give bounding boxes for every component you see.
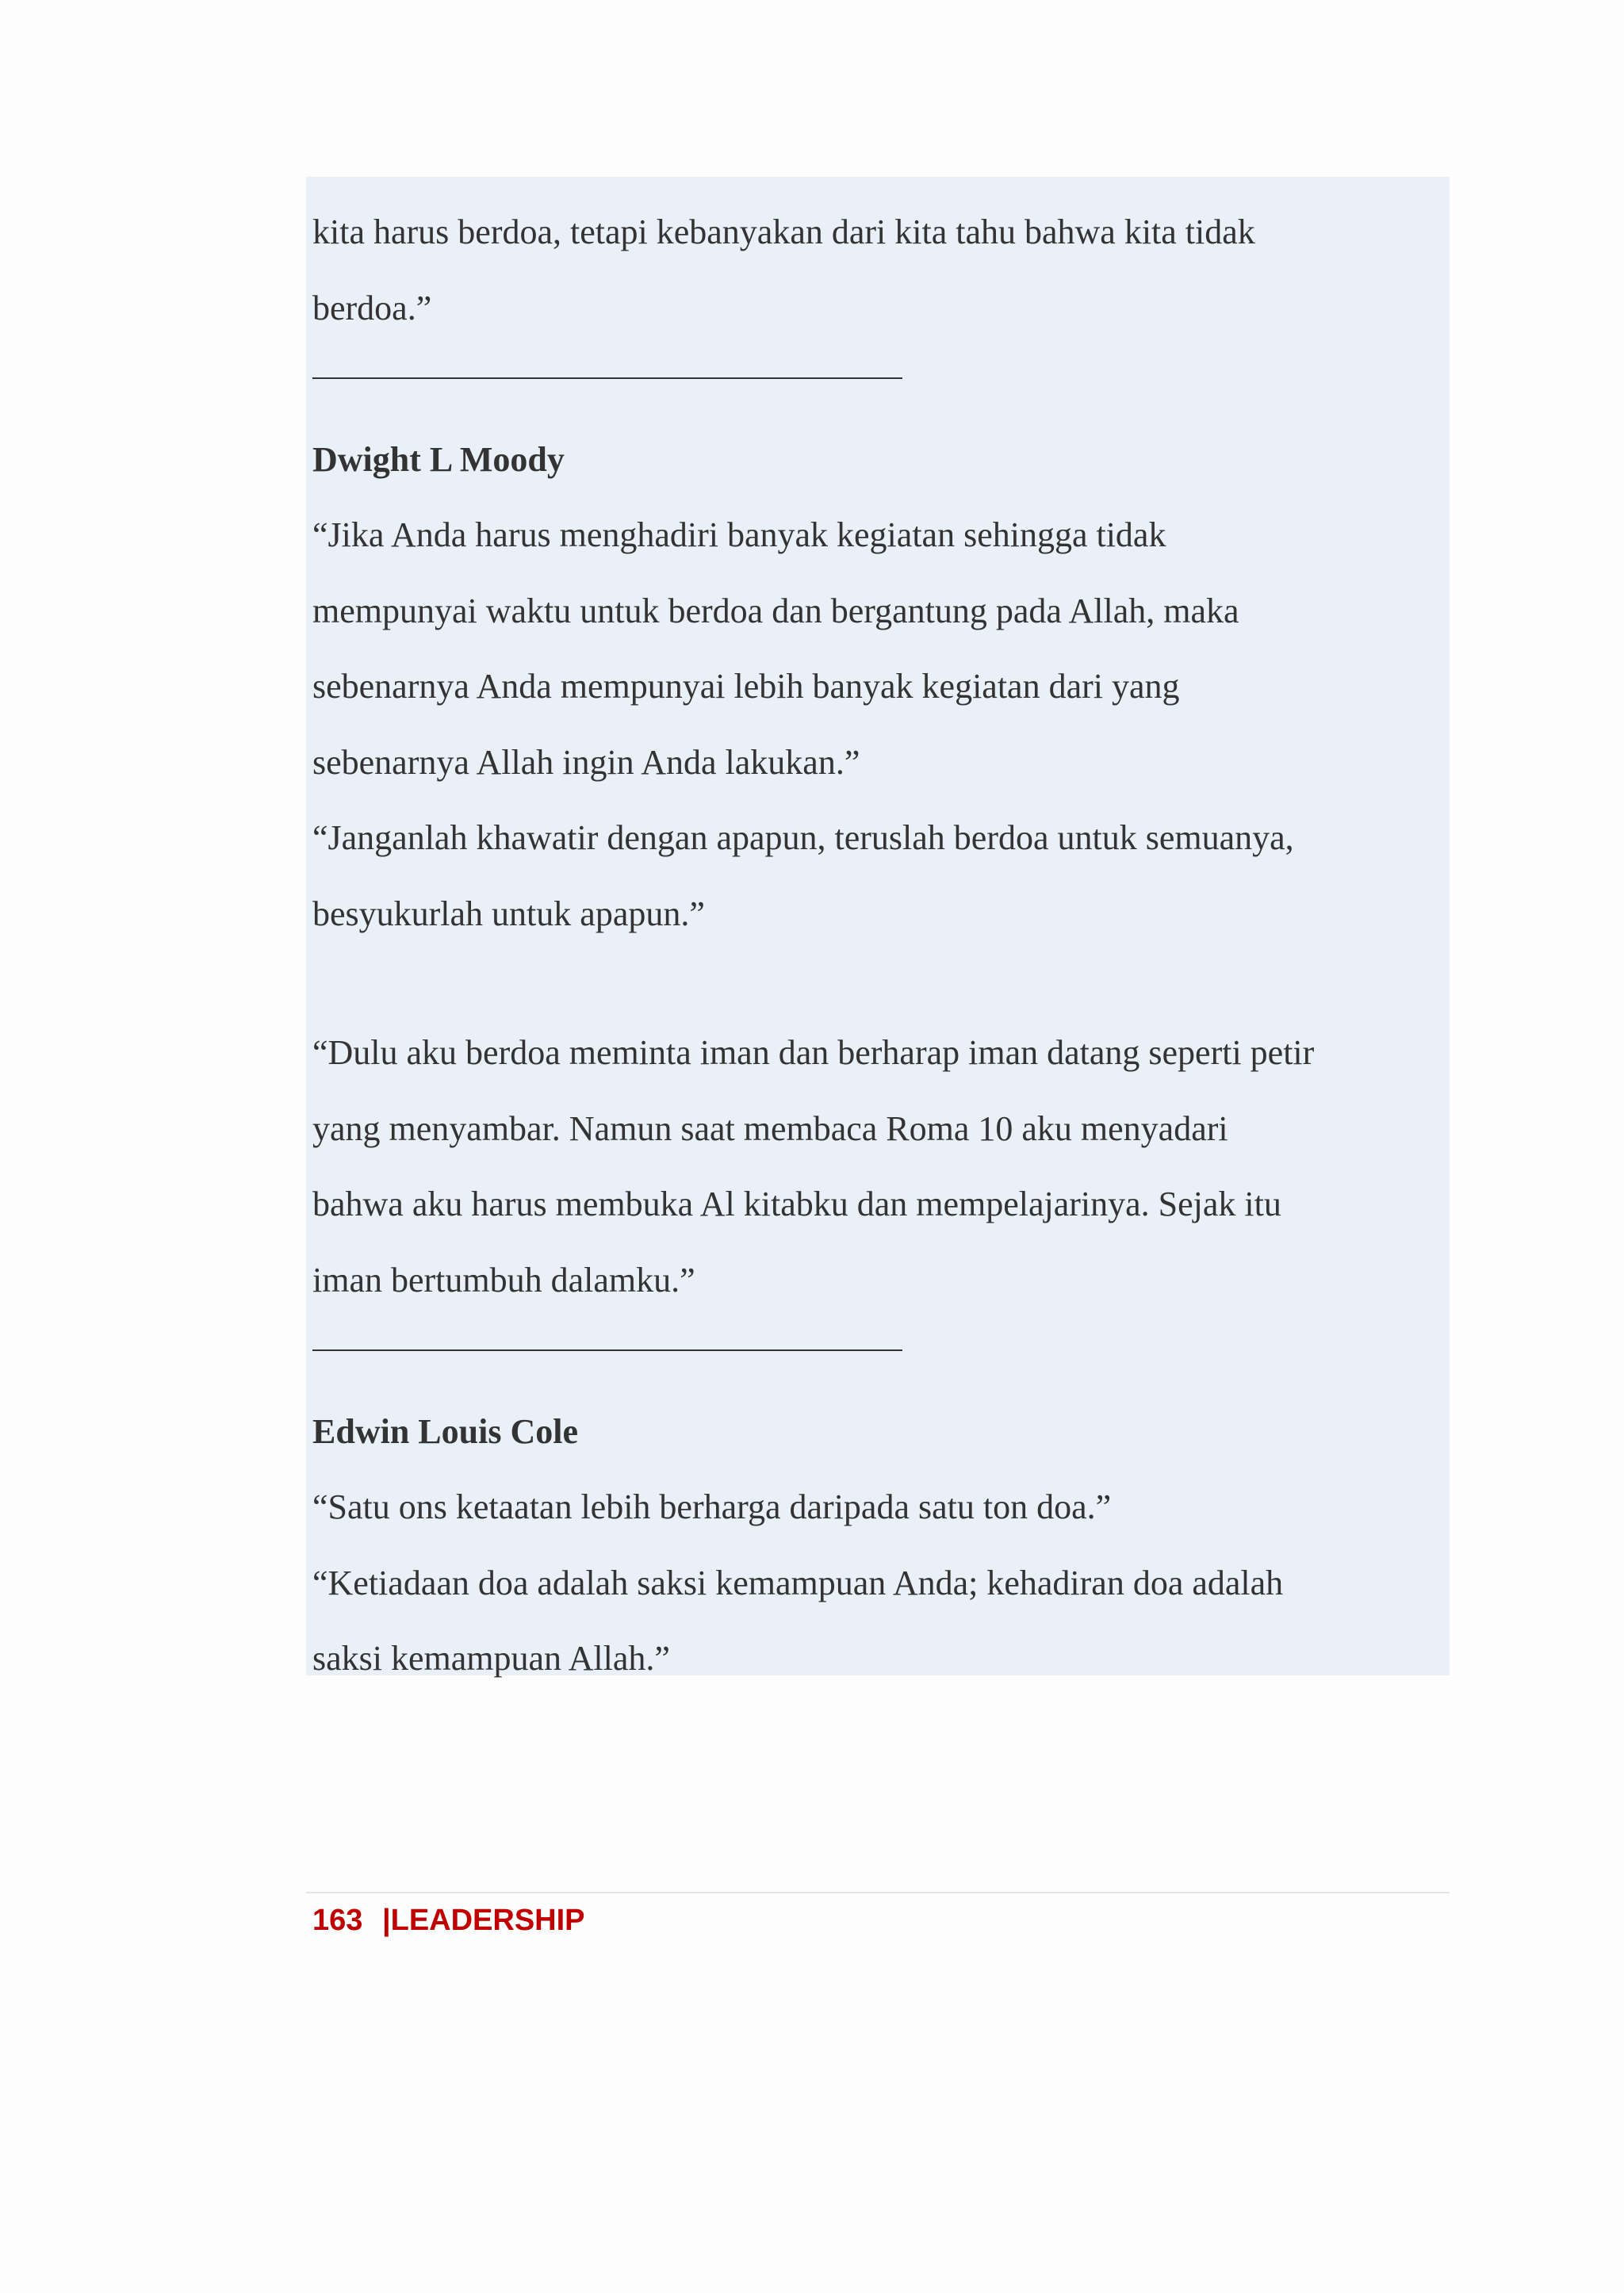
quote-line: mempunyai waktu untuk berdoa dan bergantung pada Allah, maka	[312, 591, 1239, 630]
quote-line: sebenarnya Anda mempunyai lebih banyak kegiatan dari yang	[312, 667, 1180, 706]
quote-line: saksi kemampuan Allah.”	[312, 1639, 670, 1678]
quote-line: sebenarnya Allah ingin Anda lakukan.”	[312, 742, 860, 782]
quote-line: bahwa aku harus membuka Al kitabku dan mempelajarinya. Sejak itu	[312, 1185, 1281, 1223]
author-name-moody: Dwight L Moody	[312, 439, 565, 479]
footer-separator: |	[381, 1904, 391, 1937]
divider-rule	[312, 377, 902, 379]
quote-line: “Satu ons ketaatan lebih berharga daripada satu ton doa.”	[312, 1487, 1112, 1526]
divider-rule	[312, 1349, 902, 1351]
section-divider	[312, 346, 1446, 422]
quote-line: “Ketiadaan doa adalah saksi kemampuan Anda; kehadiran doa adalah	[312, 1563, 1284, 1602]
quote-line: “Jika Anda harus menghadiri banyak kegiatan sehingga tidak	[312, 515, 1166, 554]
body-line: berdoa.”	[312, 288, 432, 327]
quote-line: iman bertumbuh dalamku.”	[312, 1260, 695, 1300]
page-footer	[312, 1897, 585, 1944]
body-line: kita harus berdoa, tetapi kebanyakan dari kita tahu bahwa kita tidak	[312, 212, 1255, 251]
quote-text-block	[312, 194, 1446, 1697]
author-name-cole: Edwin Louis Cole	[312, 1411, 578, 1451]
page-number: 163	[312, 1904, 363, 1937]
quote-line: “Janganlah khawatir dengan apapun, teruslah berdoa untuk semuanya,	[312, 818, 1294, 857]
quote-line: yang menyambar. Namun saat membaca Roma 10 aku menyadari	[312, 1108, 1228, 1148]
section-divider	[312, 1318, 1446, 1394]
section-title: LEADERSHIP	[390, 1904, 585, 1937]
footer-divider	[306, 1892, 1450, 1893]
quote-line: besyukurlah untuk apapun.”	[312, 894, 705, 933]
quote-line: “Dulu aku berdoa meminta iman dan berharap iman datang seperti petir	[312, 1033, 1315, 1072]
paragraph-gap	[312, 951, 1446, 1015]
